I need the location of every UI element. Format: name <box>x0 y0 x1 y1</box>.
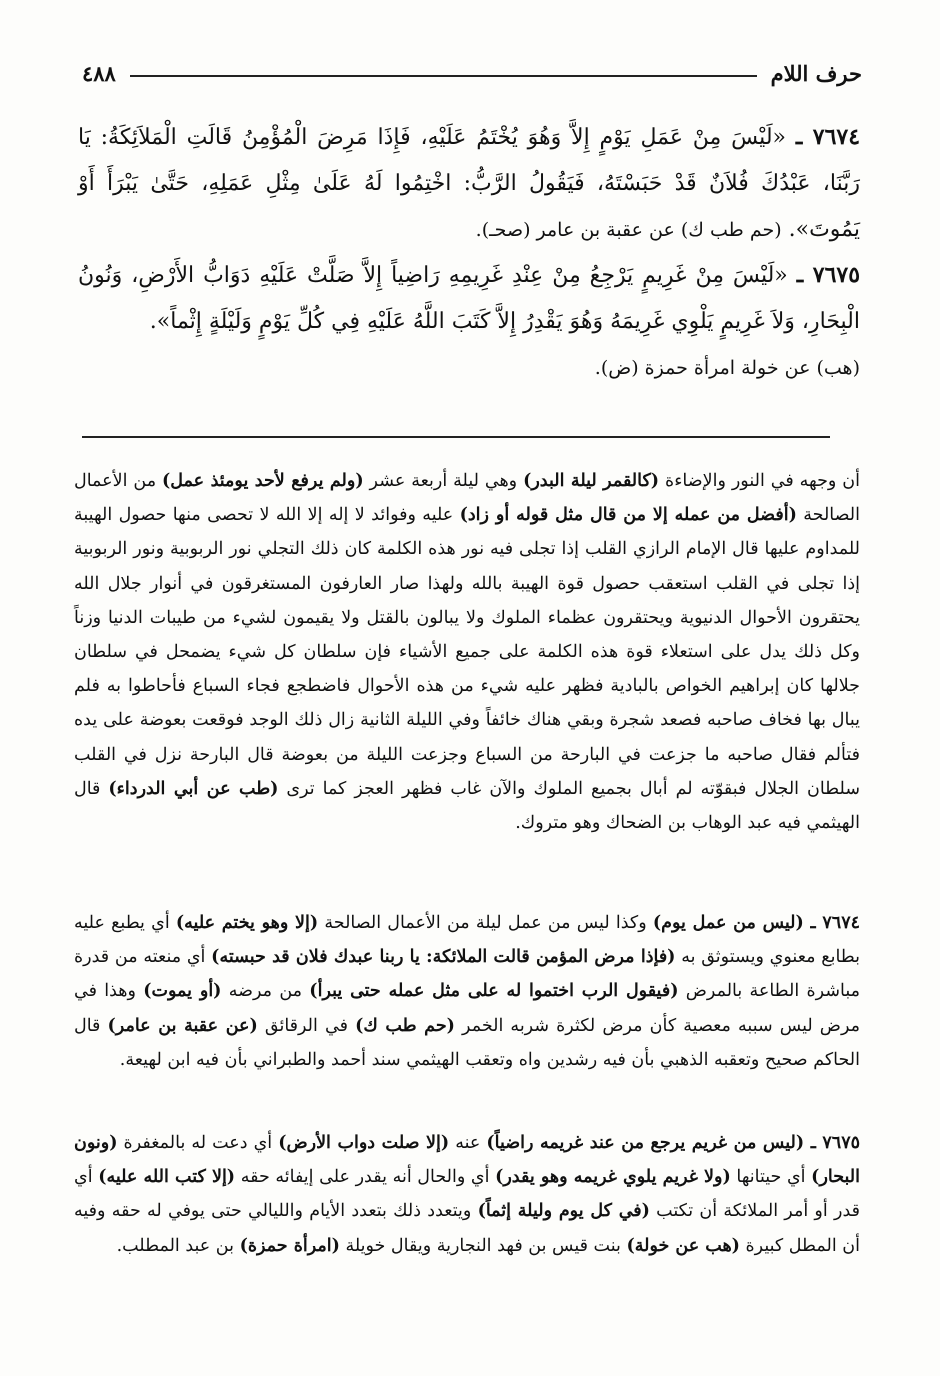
commentary-text: بن عبد المطلب. <box>116 1235 240 1256</box>
commentary-number: ٧٦٧٤ ـ <box>803 913 860 933</box>
header-rule <box>130 75 757 77</box>
commentary-text: قال الحاكم صحيح وتعقبه الذهبي بأن فيه رشدين واه وتعقب الهيثمي سند أحمد والطبراني بأن فيه ابن لهيعة. <box>74 1015 860 1070</box>
commentary-quote: (كالقمر ليلة البدر) <box>523 471 660 491</box>
commentary-text: وهذا في مرض ليس سببه معصية كأن مرض لكثرة شربه الخمر <box>74 981 860 1036</box>
commentary-text: ويتعدد ذلك بتعدد الأيام والليالي حتى يوفي له حقه وفيه أن المطل كبيرة <box>74 1201 860 1256</box>
commentary-text: أي يطبع عليه بطابع معنوي ويستوثق به <box>74 913 860 968</box>
page-header <box>82 56 862 90</box>
commentary-quote: (إلا كتب الله عليه) <box>98 1167 236 1188</box>
commentary-paragraph-2 <box>74 906 860 1077</box>
commentary-quote: (أو يموت) <box>143 981 222 1002</box>
commentary-quote: (فإذا مرض المؤمن قالت الملائكة: يا ربنا عبدك فلان قد حبسته) <box>211 947 676 968</box>
chapter-title: حرف اللام <box>770 60 862 86</box>
hadith-source: (هب) عن خولة امرأة حمزة (ض). <box>594 357 860 379</box>
commentary-text: أي قدر أو أمر الملائكة أن تكتب <box>74 1167 860 1222</box>
commentary-quote: (فيقول الرب اختموا له على مثل عمله حتى يبرأ) <box>309 981 679 1002</box>
commentary-paragraph-1 <box>74 464 860 840</box>
commentary-quote: (ونون البحار) <box>74 1133 861 1188</box>
commentary-quote: (ولا غريم يلوي غريمه وهو يقدر) <box>495 1167 731 1188</box>
hadith-source: (حم طب ك) عن عقبة بن عامر (صحـ). <box>475 219 782 241</box>
commentary-text: أن وجهه في النور والإضاءة <box>659 471 860 491</box>
hadith-7674 <box>78 114 860 253</box>
commentary-quote: (ولم يرفع لأحد يومئذ عمل) <box>162 471 364 491</box>
commentary-quote: (امرأة حمزة) <box>239 1235 340 1256</box>
commentary-text: أي دعت له بالمغفرة <box>117 1133 279 1153</box>
commentary-quote: (عن عقبة بن عامر) <box>107 1015 258 1036</box>
commentary-quote: (هب عن خولة) <box>626 1235 740 1256</box>
commentary-quote: (ليس من غريم يرجع من عند غريمه راضياً) <box>486 1133 805 1153</box>
commentary-quote: (في كل يوم وليلة إثماً) <box>477 1201 650 1222</box>
footnote-separator <box>82 436 830 438</box>
commentary-text: من مرضه <box>221 981 310 1002</box>
commentary-text: أي حيتانها <box>730 1167 812 1188</box>
commentary-quote: (حم طب ك) <box>355 1015 455 1036</box>
commentary-quote: (إلا وهو يختم عليه) <box>175 913 319 933</box>
commentary-text: وكذا ليس من عمل ليلة من الأعمال الصالحة <box>318 913 653 933</box>
commentary-quote: (أفضل من عمله إلا من قال مثل قوله أو زاد) <box>459 505 797 526</box>
commentary-text: أي منعته من قدرة مباشرة الطاعة بالمرض <box>74 947 860 1002</box>
hadith-text: «لَيْسَ مِنْ غَرِيمٍ يَرْجِعُ مِنْ عِنْدِ غَرِيمِهِ رَاضِياً إِلاَّ صَلَّتْ عَلَيْهِ دَوَابُّ الأَرْضِ، وَنُونُ الْبِحَارِ، وَلاَ غَرِيمٍ يَلْوِي غَرِيمَهُ وَهُوَ يَقْدِرُ إِلاَّ كَتَبَ اللَّهُ عَلَيْهِ فِي كُلِّ يَوْمٍ وَلَيْلَةٍ إِثْماً». <box>78 263 860 334</box>
commentary-text: أي والحال أنه يقدر على إيفائه حقه <box>235 1167 496 1188</box>
hadith-text: «لَيْسَ مِنْ عَمَلِ يَوْمٍ إِلاَّ وَهُوَ يُخْتَمُ عَلَيْهِ، فَإِذَا مَرِضَ الْمُؤْمِنُ قَالَتِ الْمَلاَئِكَةُ: يَا رَبَّنَا، عَبْدُكَ فُلاَنٌ قَدْ حَبَسْتَهُ، فَيَقُولُ الرَّبُّ: اخْتِمُوا لَهُ عَلَىٰ مِثْلِ عَمَلِهِ، حَتَّىٰ يَبْرَأَ أَوْ يَمُوتَ». <box>78 125 860 242</box>
commentary-paragraph-3 <box>74 1126 860 1263</box>
commentary-quote: (طب عن أبي الدرداء) <box>108 778 279 799</box>
commentary-text: من الأعمال الصالحة <box>74 471 860 526</box>
commentary-text: عنه <box>449 1133 487 1153</box>
commentary-text: في الرقائق <box>257 1015 356 1036</box>
commentary-text: قال الهيثمي فيه عبد الوهاب بن الضحاك وهو متروك. <box>74 778 860 834</box>
hadith-number: ٧٦٧٤ ـ <box>795 124 861 150</box>
commentary-number: ٧٦٧٥ ـ <box>804 1133 861 1153</box>
commentary-text: عليه وفوائد لا إله إلا الله لا تحصى منها حصول الهيبة للمداوم عليها قال الإمام الرازي القلب إذا تجلى فيه نور هذه الكلمة كان ذلك التجلي نور الربوبية ونور الربوبية إذا تجلى في القلب استعقب حصول قوة الهيبة بالله ولهذا صار العارفون المستغرقون في أنوار جلال الله يحتقرون الأحوال الدنيوية ويحتقرون عظماء الملوك ولا يبالون بالقتل ولا يقيمون لشيء من طيبات الدنيا وزناً وكل ذلك يدل على استعلاء قوة هذه الكلمة على جميع الأشياء فإن سلطان كل شيء يضمحل في سلطان جلالها كان إبراهيم الخواص بالبادية فظهر عليه شيء من هذه الأحوال فاضطجع فجاء السباع فأحاطوا به فلم يبال بها فخاف صاحبه فصعد شجرة وبقي هناك خائفاً وفي الليلة الثانية زال ذلك الوجد فوقعت بعوضة على يده فتألم فقال صاحبه ما جزعت في البارحة من السباع وجزعت الليلة من بعوضة قال البارحة نزل في القلب سلطان الجلال فبقوّته لم أبال بجميع الملوك والآن غاب فظهر العجز كما ترى <box>74 505 860 799</box>
commentary-text: وهي ليلة أربعة عشر <box>363 471 524 491</box>
commentary-quote: (ليس من عمل يوم) <box>652 913 804 933</box>
commentary-text: بنت قيس بن فهد النجارية ويقال خويلة <box>339 1235 627 1256</box>
commentary-quote: (إلا صلت دواب الأرض) <box>278 1133 450 1153</box>
hadith-7675 <box>78 252 860 391</box>
page-number: ٤٨٨ <box>82 60 116 86</box>
hadith-number: ٧٦٧٥ ـ <box>796 262 861 288</box>
